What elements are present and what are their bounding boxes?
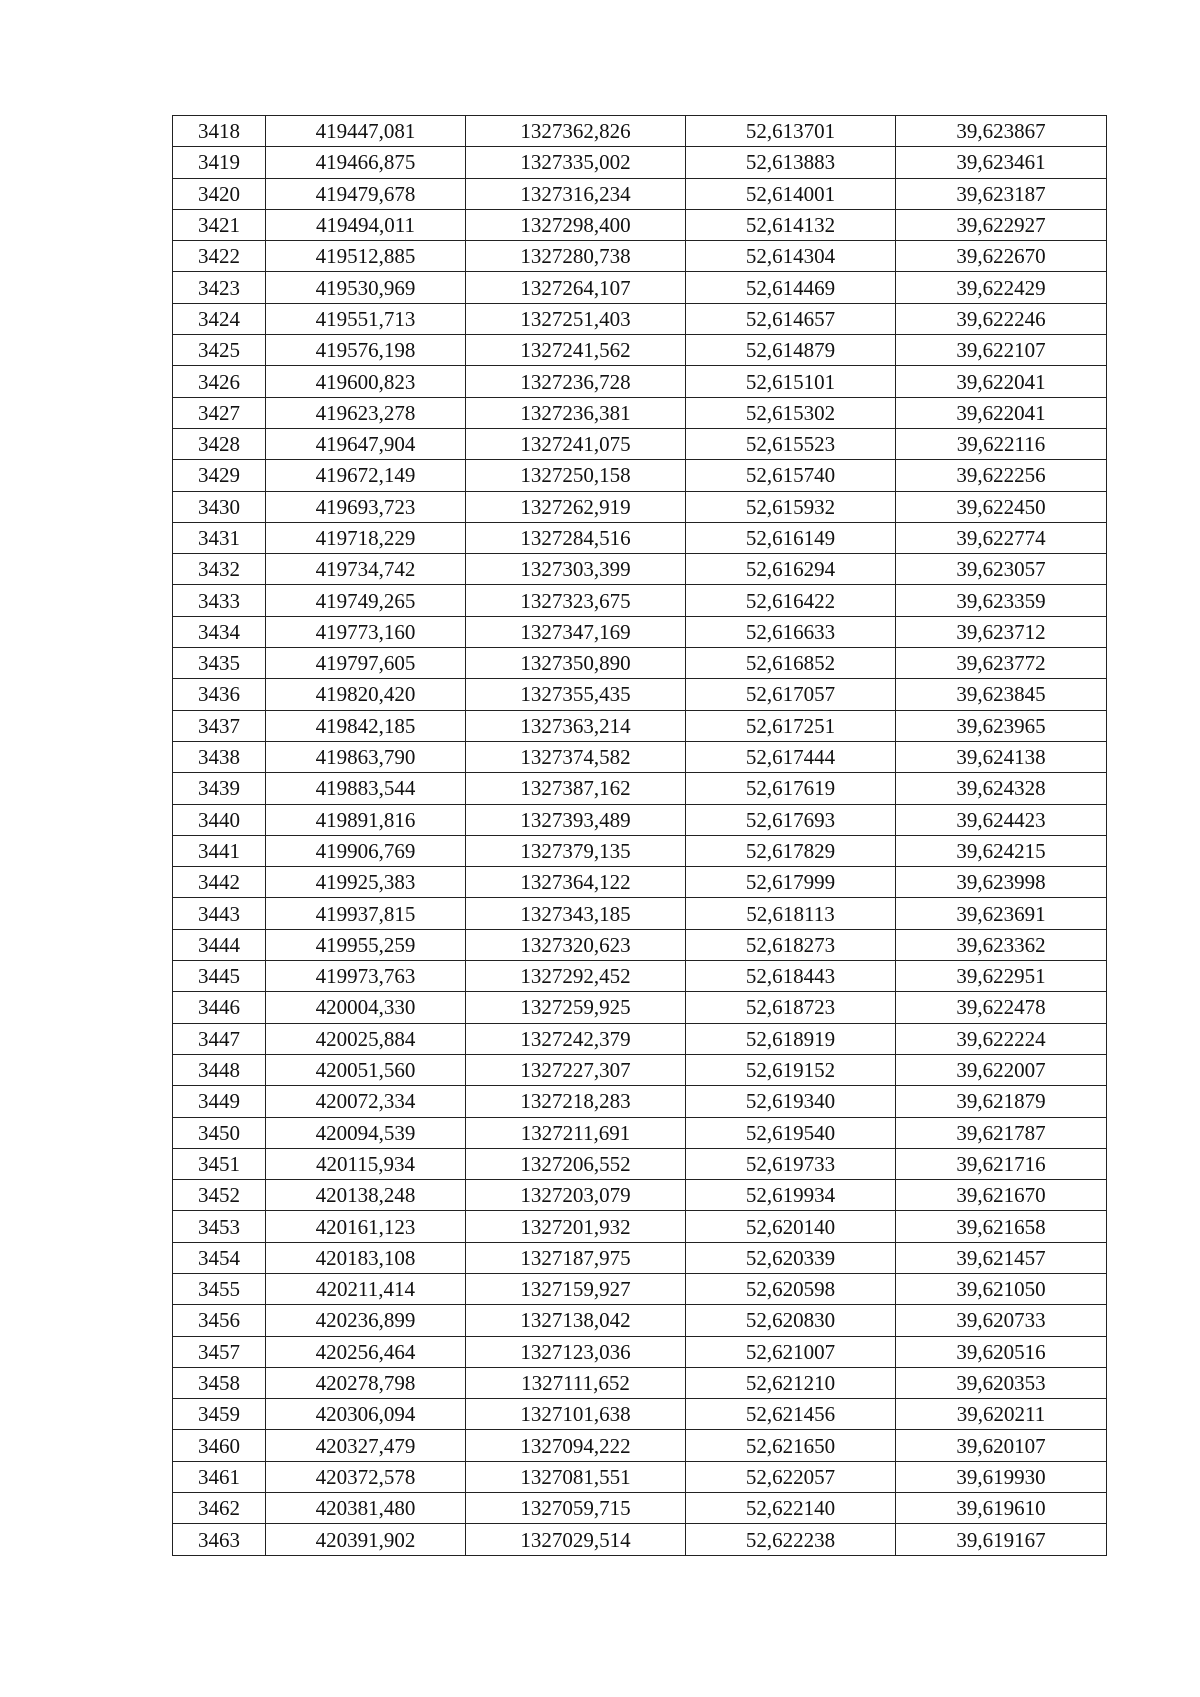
latitude-cell: 52,618273	[686, 929, 896, 960]
latitude-cell: 52,616149	[686, 522, 896, 553]
latitude-cell: 52,613883	[686, 147, 896, 178]
longitude-cell: 39,623691	[896, 898, 1107, 929]
point-number-cell: 3449	[173, 1086, 266, 1117]
table-row	[173, 1117, 1107, 1148]
x-coordinate-cell: 420183,108	[266, 1242, 466, 1273]
y-coordinate-cell: 1327203,079	[466, 1180, 686, 1211]
longitude-cell: 39,622450	[896, 491, 1107, 522]
latitude-cell: 52,620598	[686, 1273, 896, 1304]
latitude-cell: 52,619540	[686, 1117, 896, 1148]
y-coordinate-cell: 1327343,185	[466, 898, 686, 929]
table-row	[173, 961, 1107, 992]
table-row	[173, 366, 1107, 397]
latitude-cell: 52,614001	[686, 178, 896, 209]
latitude-cell: 52,617251	[686, 710, 896, 741]
table-row	[173, 428, 1107, 459]
y-coordinate-cell: 1327259,925	[466, 992, 686, 1023]
longitude-cell: 39,623965	[896, 710, 1107, 741]
longitude-cell: 39,623187	[896, 178, 1107, 209]
latitude-cell: 52,615101	[686, 366, 896, 397]
longitude-cell: 39,621050	[896, 1273, 1107, 1304]
point-number-cell: 3426	[173, 366, 266, 397]
latitude-cell: 52,620140	[686, 1211, 896, 1242]
longitude-cell: 39,624423	[896, 804, 1107, 835]
point-number-cell: 3443	[173, 898, 266, 929]
y-coordinate-cell: 1327241,075	[466, 428, 686, 459]
table-row	[173, 1367, 1107, 1398]
point-number-cell: 3433	[173, 585, 266, 616]
longitude-cell: 39,620733	[896, 1305, 1107, 1336]
table-row	[173, 1305, 1107, 1336]
longitude-cell: 39,623998	[896, 867, 1107, 898]
x-coordinate-cell: 419820,420	[266, 679, 466, 710]
x-coordinate-cell: 419447,081	[266, 116, 466, 147]
longitude-cell: 39,622927	[896, 209, 1107, 240]
y-coordinate-cell: 1327284,516	[466, 522, 686, 553]
table-row	[173, 585, 1107, 616]
table-row	[173, 147, 1107, 178]
latitude-cell: 52,617999	[686, 867, 896, 898]
latitude-cell: 52,617057	[686, 679, 896, 710]
point-number-cell: 3453	[173, 1211, 266, 1242]
y-coordinate-cell: 1327292,452	[466, 961, 686, 992]
longitude-cell: 39,624328	[896, 773, 1107, 804]
table-row	[173, 867, 1107, 898]
latitude-cell: 52,617693	[686, 804, 896, 835]
latitude-cell: 52,618723	[686, 992, 896, 1023]
x-coordinate-cell: 419925,383	[266, 867, 466, 898]
latitude-cell: 52,617829	[686, 835, 896, 866]
table-row	[173, 397, 1107, 428]
point-number-cell: 3459	[173, 1399, 266, 1430]
table-row	[173, 1524, 1107, 1555]
y-coordinate-cell: 1327159,927	[466, 1273, 686, 1304]
point-number-cell: 3440	[173, 804, 266, 835]
longitude-cell: 39,622116	[896, 428, 1107, 459]
x-coordinate-cell: 420051,560	[266, 1054, 466, 1085]
longitude-cell: 39,622224	[896, 1023, 1107, 1054]
latitude-cell: 52,616422	[686, 585, 896, 616]
x-coordinate-cell: 420115,934	[266, 1148, 466, 1179]
y-coordinate-cell: 1327379,135	[466, 835, 686, 866]
y-coordinate-cell: 1327320,623	[466, 929, 686, 960]
x-coordinate-cell: 419734,742	[266, 554, 466, 585]
point-number-cell: 3447	[173, 1023, 266, 1054]
longitude-cell: 39,621670	[896, 1180, 1107, 1211]
x-coordinate-cell: 419466,875	[266, 147, 466, 178]
longitude-cell: 39,623845	[896, 679, 1107, 710]
point-number-cell: 3454	[173, 1242, 266, 1273]
longitude-cell: 39,624215	[896, 835, 1107, 866]
y-coordinate-cell: 1327298,400	[466, 209, 686, 240]
table-row	[173, 929, 1107, 960]
x-coordinate-cell: 420391,902	[266, 1524, 466, 1555]
longitude-cell: 39,623359	[896, 585, 1107, 616]
x-coordinate-cell: 419479,678	[266, 178, 466, 209]
y-coordinate-cell: 1327347,169	[466, 616, 686, 647]
latitude-cell: 52,619340	[686, 1086, 896, 1117]
x-coordinate-cell: 419672,149	[266, 460, 466, 491]
y-coordinate-cell: 1327187,975	[466, 1242, 686, 1273]
y-coordinate-cell: 1327364,122	[466, 867, 686, 898]
x-coordinate-cell: 420278,798	[266, 1367, 466, 1398]
x-coordinate-cell: 420256,464	[266, 1336, 466, 1367]
latitude-cell: 52,619733	[686, 1148, 896, 1179]
latitude-cell: 52,620339	[686, 1242, 896, 1273]
longitude-cell: 39,622429	[896, 272, 1107, 303]
latitude-cell: 52,614879	[686, 335, 896, 366]
x-coordinate-cell: 420072,334	[266, 1086, 466, 1117]
table-row	[173, 241, 1107, 272]
x-coordinate-cell: 420161,123	[266, 1211, 466, 1242]
y-coordinate-cell: 1327211,691	[466, 1117, 686, 1148]
point-number-cell: 3430	[173, 491, 266, 522]
table-row	[173, 1086, 1107, 1117]
point-number-cell: 3421	[173, 209, 266, 240]
x-coordinate-cell: 420327,479	[266, 1430, 466, 1461]
point-number-cell: 3427	[173, 397, 266, 428]
table-row	[173, 616, 1107, 647]
y-coordinate-cell: 1327374,582	[466, 741, 686, 772]
table-row	[173, 116, 1107, 147]
y-coordinate-cell: 1327355,435	[466, 679, 686, 710]
y-coordinate-cell: 1327350,890	[466, 648, 686, 679]
y-coordinate-cell: 1327081,551	[466, 1461, 686, 1492]
latitude-cell: 52,614132	[686, 209, 896, 240]
latitude-cell: 52,621650	[686, 1430, 896, 1461]
x-coordinate-cell: 419883,544	[266, 773, 466, 804]
point-number-cell: 3457	[173, 1336, 266, 1367]
point-number-cell: 3446	[173, 992, 266, 1023]
y-coordinate-cell: 1327227,307	[466, 1054, 686, 1085]
x-coordinate-cell: 419576,198	[266, 335, 466, 366]
point-number-cell: 3438	[173, 741, 266, 772]
longitude-cell: 39,620516	[896, 1336, 1107, 1367]
table-row	[173, 1023, 1107, 1054]
y-coordinate-cell: 1327280,738	[466, 241, 686, 272]
table-row	[173, 773, 1107, 804]
x-coordinate-cell: 419863,790	[266, 741, 466, 772]
table-row	[173, 741, 1107, 772]
y-coordinate-cell: 1327201,932	[466, 1211, 686, 1242]
point-number-cell: 3420	[173, 178, 266, 209]
latitude-cell: 52,614657	[686, 303, 896, 334]
longitude-cell: 39,619167	[896, 1524, 1107, 1555]
table-row	[173, 1336, 1107, 1367]
y-coordinate-cell: 1327250,158	[466, 460, 686, 491]
x-coordinate-cell: 419973,763	[266, 961, 466, 992]
y-coordinate-cell: 1327242,379	[466, 1023, 686, 1054]
x-coordinate-cell: 419842,185	[266, 710, 466, 741]
longitude-cell: 39,623461	[896, 147, 1107, 178]
table-row	[173, 1242, 1107, 1273]
latitude-cell: 52,616852	[686, 648, 896, 679]
point-number-cell: 3444	[173, 929, 266, 960]
point-number-cell: 3463	[173, 1524, 266, 1555]
table-row	[173, 835, 1107, 866]
latitude-cell: 52,622140	[686, 1493, 896, 1524]
x-coordinate-cell: 419797,605	[266, 648, 466, 679]
y-coordinate-cell: 1327059,715	[466, 1493, 686, 1524]
longitude-cell: 39,624138	[896, 741, 1107, 772]
latitude-cell: 52,617444	[686, 741, 896, 772]
point-number-cell: 3458	[173, 1367, 266, 1398]
y-coordinate-cell: 1327264,107	[466, 272, 686, 303]
point-number-cell: 3451	[173, 1148, 266, 1179]
x-coordinate-cell: 419891,816	[266, 804, 466, 835]
latitude-cell: 52,619934	[686, 1180, 896, 1211]
latitude-cell: 52,621210	[686, 1367, 896, 1398]
table-row	[173, 679, 1107, 710]
y-coordinate-cell: 1327335,002	[466, 147, 686, 178]
longitude-cell: 39,620353	[896, 1367, 1107, 1398]
longitude-cell: 39,622246	[896, 303, 1107, 334]
x-coordinate-cell: 419718,229	[266, 522, 466, 553]
table-row	[173, 460, 1107, 491]
longitude-cell: 39,622670	[896, 241, 1107, 272]
y-coordinate-cell: 1327206,552	[466, 1148, 686, 1179]
table-row	[173, 335, 1107, 366]
y-coordinate-cell: 1327316,234	[466, 178, 686, 209]
table-row	[173, 554, 1107, 585]
table-row	[173, 1461, 1107, 1492]
table-row	[173, 272, 1107, 303]
longitude-cell: 39,620107	[896, 1430, 1107, 1461]
latitude-cell: 52,616294	[686, 554, 896, 585]
latitude-cell: 52,620830	[686, 1305, 896, 1336]
latitude-cell: 52,614304	[686, 241, 896, 272]
longitude-cell: 39,622478	[896, 992, 1107, 1023]
latitude-cell: 52,622238	[686, 1524, 896, 1555]
y-coordinate-cell: 1327241,562	[466, 335, 686, 366]
table-row	[173, 1399, 1107, 1430]
longitude-cell: 39,622041	[896, 397, 1107, 428]
point-number-cell: 3462	[173, 1493, 266, 1524]
x-coordinate-cell: 419623,278	[266, 397, 466, 428]
latitude-cell: 52,613701	[686, 116, 896, 147]
point-number-cell: 3432	[173, 554, 266, 585]
longitude-cell: 39,623772	[896, 648, 1107, 679]
longitude-cell: 39,620211	[896, 1399, 1107, 1430]
table-row	[173, 710, 1107, 741]
x-coordinate-cell: 419647,904	[266, 428, 466, 459]
table-row	[173, 804, 1107, 835]
latitude-cell: 52,619152	[686, 1054, 896, 1085]
latitude-cell: 52,615523	[686, 428, 896, 459]
x-coordinate-cell: 420138,248	[266, 1180, 466, 1211]
point-number-cell: 3455	[173, 1273, 266, 1304]
longitude-cell: 39,621716	[896, 1148, 1107, 1179]
latitude-cell: 52,615932	[686, 491, 896, 522]
point-number-cell: 3422	[173, 241, 266, 272]
y-coordinate-cell: 1327387,162	[466, 773, 686, 804]
point-number-cell: 3442	[173, 867, 266, 898]
longitude-cell: 39,622007	[896, 1054, 1107, 1085]
latitude-cell: 52,621456	[686, 1399, 896, 1430]
x-coordinate-cell: 419955,259	[266, 929, 466, 960]
longitude-cell: 39,622951	[896, 961, 1107, 992]
y-coordinate-cell: 1327393,489	[466, 804, 686, 835]
point-number-cell: 3452	[173, 1180, 266, 1211]
point-number-cell: 3418	[173, 116, 266, 147]
longitude-cell: 39,623712	[896, 616, 1107, 647]
point-number-cell: 3441	[173, 835, 266, 866]
y-coordinate-cell: 1327251,403	[466, 303, 686, 334]
table-row	[173, 1273, 1107, 1304]
y-coordinate-cell: 1327101,638	[466, 1399, 686, 1430]
table-row	[173, 1180, 1107, 1211]
table-row	[173, 1493, 1107, 1524]
point-number-cell: 3461	[173, 1461, 266, 1492]
point-number-cell: 3445	[173, 961, 266, 992]
longitude-cell: 39,621658	[896, 1211, 1107, 1242]
point-number-cell: 3423	[173, 272, 266, 303]
latitude-cell: 52,622057	[686, 1461, 896, 1492]
x-coordinate-cell: 419693,723	[266, 491, 466, 522]
table-row	[173, 898, 1107, 929]
y-coordinate-cell: 1327236,381	[466, 397, 686, 428]
table-row	[173, 209, 1107, 240]
x-coordinate-cell: 420094,539	[266, 1117, 466, 1148]
x-coordinate-cell: 419600,823	[266, 366, 466, 397]
x-coordinate-cell: 420381,480	[266, 1493, 466, 1524]
x-coordinate-cell: 419551,713	[266, 303, 466, 334]
table-row	[173, 303, 1107, 334]
latitude-cell: 52,615302	[686, 397, 896, 428]
y-coordinate-cell: 1327111,652	[466, 1367, 686, 1398]
table-row	[173, 1054, 1107, 1085]
point-number-cell: 3425	[173, 335, 266, 366]
x-coordinate-cell: 420372,578	[266, 1461, 466, 1492]
longitude-cell: 39,623057	[896, 554, 1107, 585]
table-row	[173, 491, 1107, 522]
table-row	[173, 522, 1107, 553]
x-coordinate-cell: 419749,265	[266, 585, 466, 616]
x-coordinate-cell: 419512,885	[266, 241, 466, 272]
table-row	[173, 1148, 1107, 1179]
y-coordinate-cell: 1327323,675	[466, 585, 686, 616]
x-coordinate-cell: 420004,330	[266, 992, 466, 1023]
x-coordinate-cell: 420236,899	[266, 1305, 466, 1336]
point-number-cell: 3431	[173, 522, 266, 553]
x-coordinate-cell: 420025,884	[266, 1023, 466, 1054]
x-coordinate-cell: 419937,815	[266, 898, 466, 929]
point-number-cell: 3460	[173, 1430, 266, 1461]
point-number-cell: 3428	[173, 428, 266, 459]
y-coordinate-cell: 1327094,222	[466, 1430, 686, 1461]
longitude-cell: 39,622041	[896, 366, 1107, 397]
y-coordinate-cell: 1327218,283	[466, 1086, 686, 1117]
table-row	[173, 992, 1107, 1023]
latitude-cell: 52,615740	[686, 460, 896, 491]
table-row	[173, 178, 1107, 209]
longitude-cell: 39,619610	[896, 1493, 1107, 1524]
latitude-cell: 52,618919	[686, 1023, 896, 1054]
point-number-cell: 3436	[173, 679, 266, 710]
coordinates-table	[172, 115, 1107, 1556]
longitude-cell: 39,622107	[896, 335, 1107, 366]
table-row	[173, 1211, 1107, 1242]
longitude-cell: 39,623867	[896, 116, 1107, 147]
x-coordinate-cell: 419530,969	[266, 272, 466, 303]
y-coordinate-cell: 1327362,826	[466, 116, 686, 147]
point-number-cell: 3437	[173, 710, 266, 741]
latitude-cell: 52,618113	[686, 898, 896, 929]
latitude-cell: 52,614469	[686, 272, 896, 303]
y-coordinate-cell: 1327236,728	[466, 366, 686, 397]
coordinates-table-body	[173, 116, 1107, 1556]
x-coordinate-cell: 420306,094	[266, 1399, 466, 1430]
point-number-cell: 3450	[173, 1117, 266, 1148]
y-coordinate-cell: 1327029,514	[466, 1524, 686, 1555]
point-number-cell: 3419	[173, 147, 266, 178]
longitude-cell: 39,622774	[896, 522, 1107, 553]
latitude-cell: 52,617619	[686, 773, 896, 804]
point-number-cell: 3429	[173, 460, 266, 491]
y-coordinate-cell: 1327262,919	[466, 491, 686, 522]
latitude-cell: 52,618443	[686, 961, 896, 992]
point-number-cell: 3439	[173, 773, 266, 804]
table-row	[173, 1430, 1107, 1461]
longitude-cell: 39,623362	[896, 929, 1107, 960]
x-coordinate-cell: 419494,011	[266, 209, 466, 240]
longitude-cell: 39,621457	[896, 1242, 1107, 1273]
longitude-cell: 39,621787	[896, 1117, 1107, 1148]
point-number-cell: 3456	[173, 1305, 266, 1336]
longitude-cell: 39,621879	[896, 1086, 1107, 1117]
point-number-cell: 3448	[173, 1054, 266, 1085]
x-coordinate-cell: 419906,769	[266, 835, 466, 866]
y-coordinate-cell: 1327138,042	[466, 1305, 686, 1336]
longitude-cell: 39,619930	[896, 1461, 1107, 1492]
latitude-cell: 52,616633	[686, 616, 896, 647]
point-number-cell: 3435	[173, 648, 266, 679]
x-coordinate-cell: 420211,414	[266, 1273, 466, 1304]
y-coordinate-cell: 1327303,399	[466, 554, 686, 585]
y-coordinate-cell: 1327123,036	[466, 1336, 686, 1367]
point-number-cell: 3424	[173, 303, 266, 334]
longitude-cell: 39,622256	[896, 460, 1107, 491]
table-row	[173, 648, 1107, 679]
y-coordinate-cell: 1327363,214	[466, 710, 686, 741]
latitude-cell: 52,621007	[686, 1336, 896, 1367]
x-coordinate-cell: 419773,160	[266, 616, 466, 647]
point-number-cell: 3434	[173, 616, 266, 647]
